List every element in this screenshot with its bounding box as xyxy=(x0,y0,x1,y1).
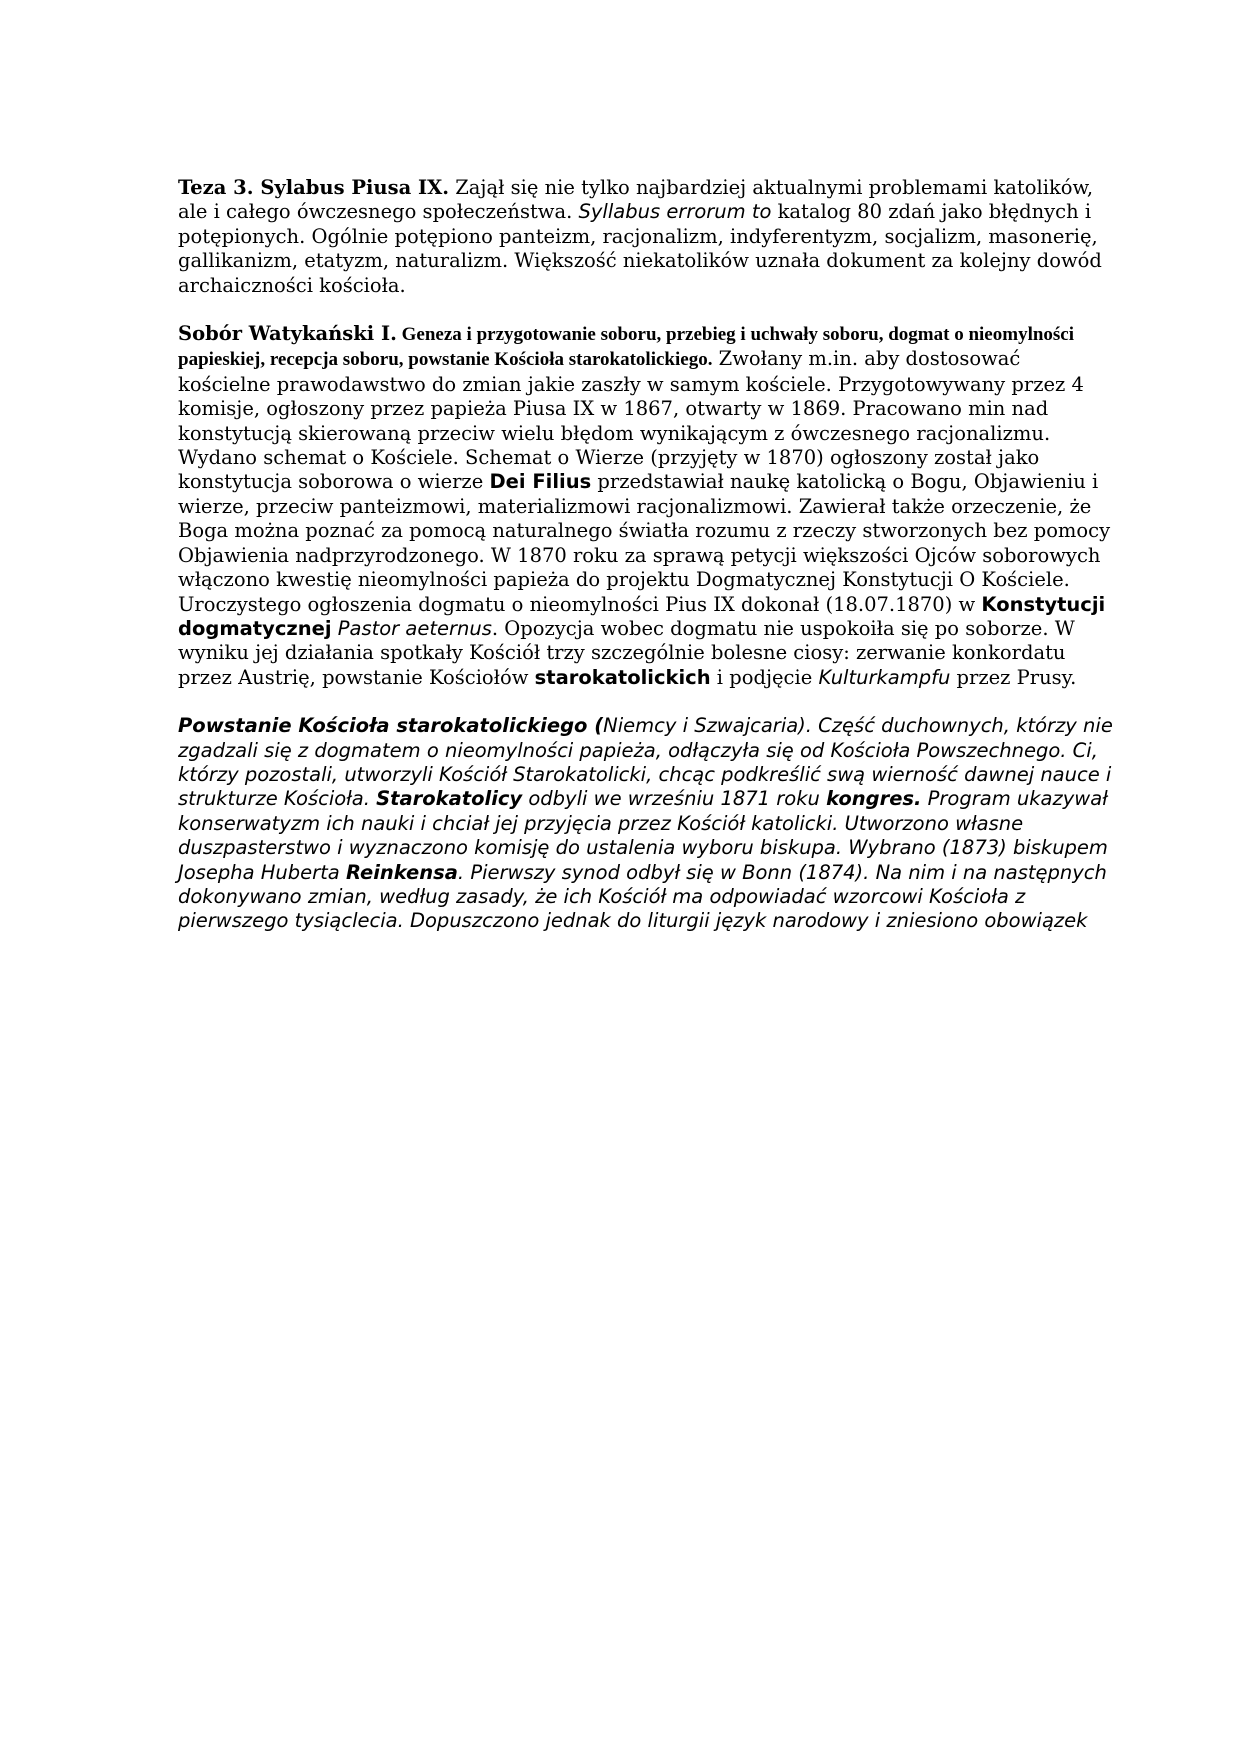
paragraph-text: Zajął się nie tylko najbardziej aktualnymi problemami katolików, ale i całego ówczesnego społeczeństwa. xyxy=(178,176,1094,224)
italic-term: Pastor aeternus xyxy=(331,616,492,640)
paragraph-text: Niemcy i Szwajcaria). Część duchownych, którzy nie zgadzali się z dogmatem o nieomylności papieża, odłączyła się od Kościoła Powszechnego. Ci, którzy pozostali, utworzyli Kościół Starokatolicki, chcąc podkreślić swą wierność dawnej nauce i strukturze Kościoła. xyxy=(178,714,1113,811)
paragraph-vatican-council xyxy=(178,322,1118,690)
paragraph-text: Zwołany m.in. aby dostosować kościelne prawodawstwo do zmian jakie zaszły w samym kościele. Przygotowywany przez 4 komisje, ogłoszony przez papieża Piusa IX w 1867, otwarty w 1869. Pracowano min nad konstytucją skierowaną przeciw wielu błędom wynikającym z ówczesnego racjonalizmu. Wydano schemat o Kościele. Schemat o Wierze (przyjęty w 1870) ogłoszony został jako konstytucja soborowa o wierze xyxy=(178,347,1084,494)
paragraph-text: odbyli we wrześniu 1871 roku xyxy=(522,787,827,811)
paragraph-text: przedstawiał naukę katolicką o Bogu, Objawieniu i wierze, przeciw panteizmowi, materializmowi racjonalizmowi. Zawierał także orzeczenie, że Boga można poznać za pomocą naturalnego światła rozumu z rzeczy stworzonych bez pomocy Objawienia nadprzyrodzonego. W 1870 roku za sprawą petycji większości Ojców soborowych włączono kwestię nieomylności papieża do projektu Dogmatycznej Konstytucji O Kościele. Uroczystego ogłoszenia dogmatu o nieomylności Pius IX dokonał (18.07.1870) w xyxy=(178,470,1111,616)
bold-term: starokatolickich xyxy=(534,665,711,689)
bold-term: Dei Filius xyxy=(489,470,592,494)
paragraph-syllabus xyxy=(178,176,1118,298)
paragraph-heading: Powstanie Kościoła starokatolickiego ( xyxy=(178,714,604,738)
paragraph-text: . Pierwszy synod odbył się w Bonn (1874). Na nim i na następnych dokonywano zmian, według zasady, że ich Kościół ma odpowiadać wzorcowi Kościoła z pierwszego tysiąclecia. Dopuszczono jednak do liturgii język narodowy i zniesiono obowiązek xyxy=(178,860,1107,933)
italic-term: Syllabus errorum to xyxy=(578,200,772,224)
bold-term: Konstytucji dogmatycznej xyxy=(178,592,1106,640)
bold-term: Reinkensa xyxy=(345,860,458,884)
bold-term: kongres. xyxy=(826,787,922,811)
paragraph-heading: Teza 3. Sylabus Piusa IX. xyxy=(178,176,450,199)
paragraph-subheading: Geneza i przygotowanie soboru, przebieg i uchwały soboru, dogmat o nieomylności papieskiej, recepcja soboru, powstanie Kościoła starokatolickiego. xyxy=(178,324,1075,371)
bold-term: Starokatolicy xyxy=(376,787,523,811)
paragraph-text: katalog 80 zdań jako błędnych i potępionych. Ogólnie potępiono panteizm, racjonalizm, indyferentyzm, socjalizm, masonerię, gallikanizm, etatyzm, naturalizm. Większość niekatolików uznała dokument za kolejny dowód archaiczności kościoła. xyxy=(178,200,1102,297)
paragraph-old-catholic-church xyxy=(178,714,1118,934)
paragraph-text: i podjęcie xyxy=(710,665,819,689)
italic-term: Kulturkampfu xyxy=(818,665,951,689)
document-page xyxy=(178,176,1118,958)
paragraph-text: Program ukazywał konserwatyzm ich nauki i chciał jej przyjęcia przez Kościół katolicki. Utworzono własne duszpasterstwo i wyznaczono komisję do ustalenia wyboru biskupa. Wybrano (1873) biskupem Josepha Huberta xyxy=(178,787,1108,884)
paragraph-heading: Sobór Watykański I. xyxy=(178,322,397,346)
paragraph-text: przez Prusy. xyxy=(950,665,1077,689)
paragraph-text: . Opozycja wobec dogmatu nie uspokoiła się po soborze. W wyniku jej działania spotkały Kościół trzy szczególnie bolesne ciosy: zerwanie konkordatu przez Austrię, powstanie Kościołów xyxy=(178,616,1075,689)
